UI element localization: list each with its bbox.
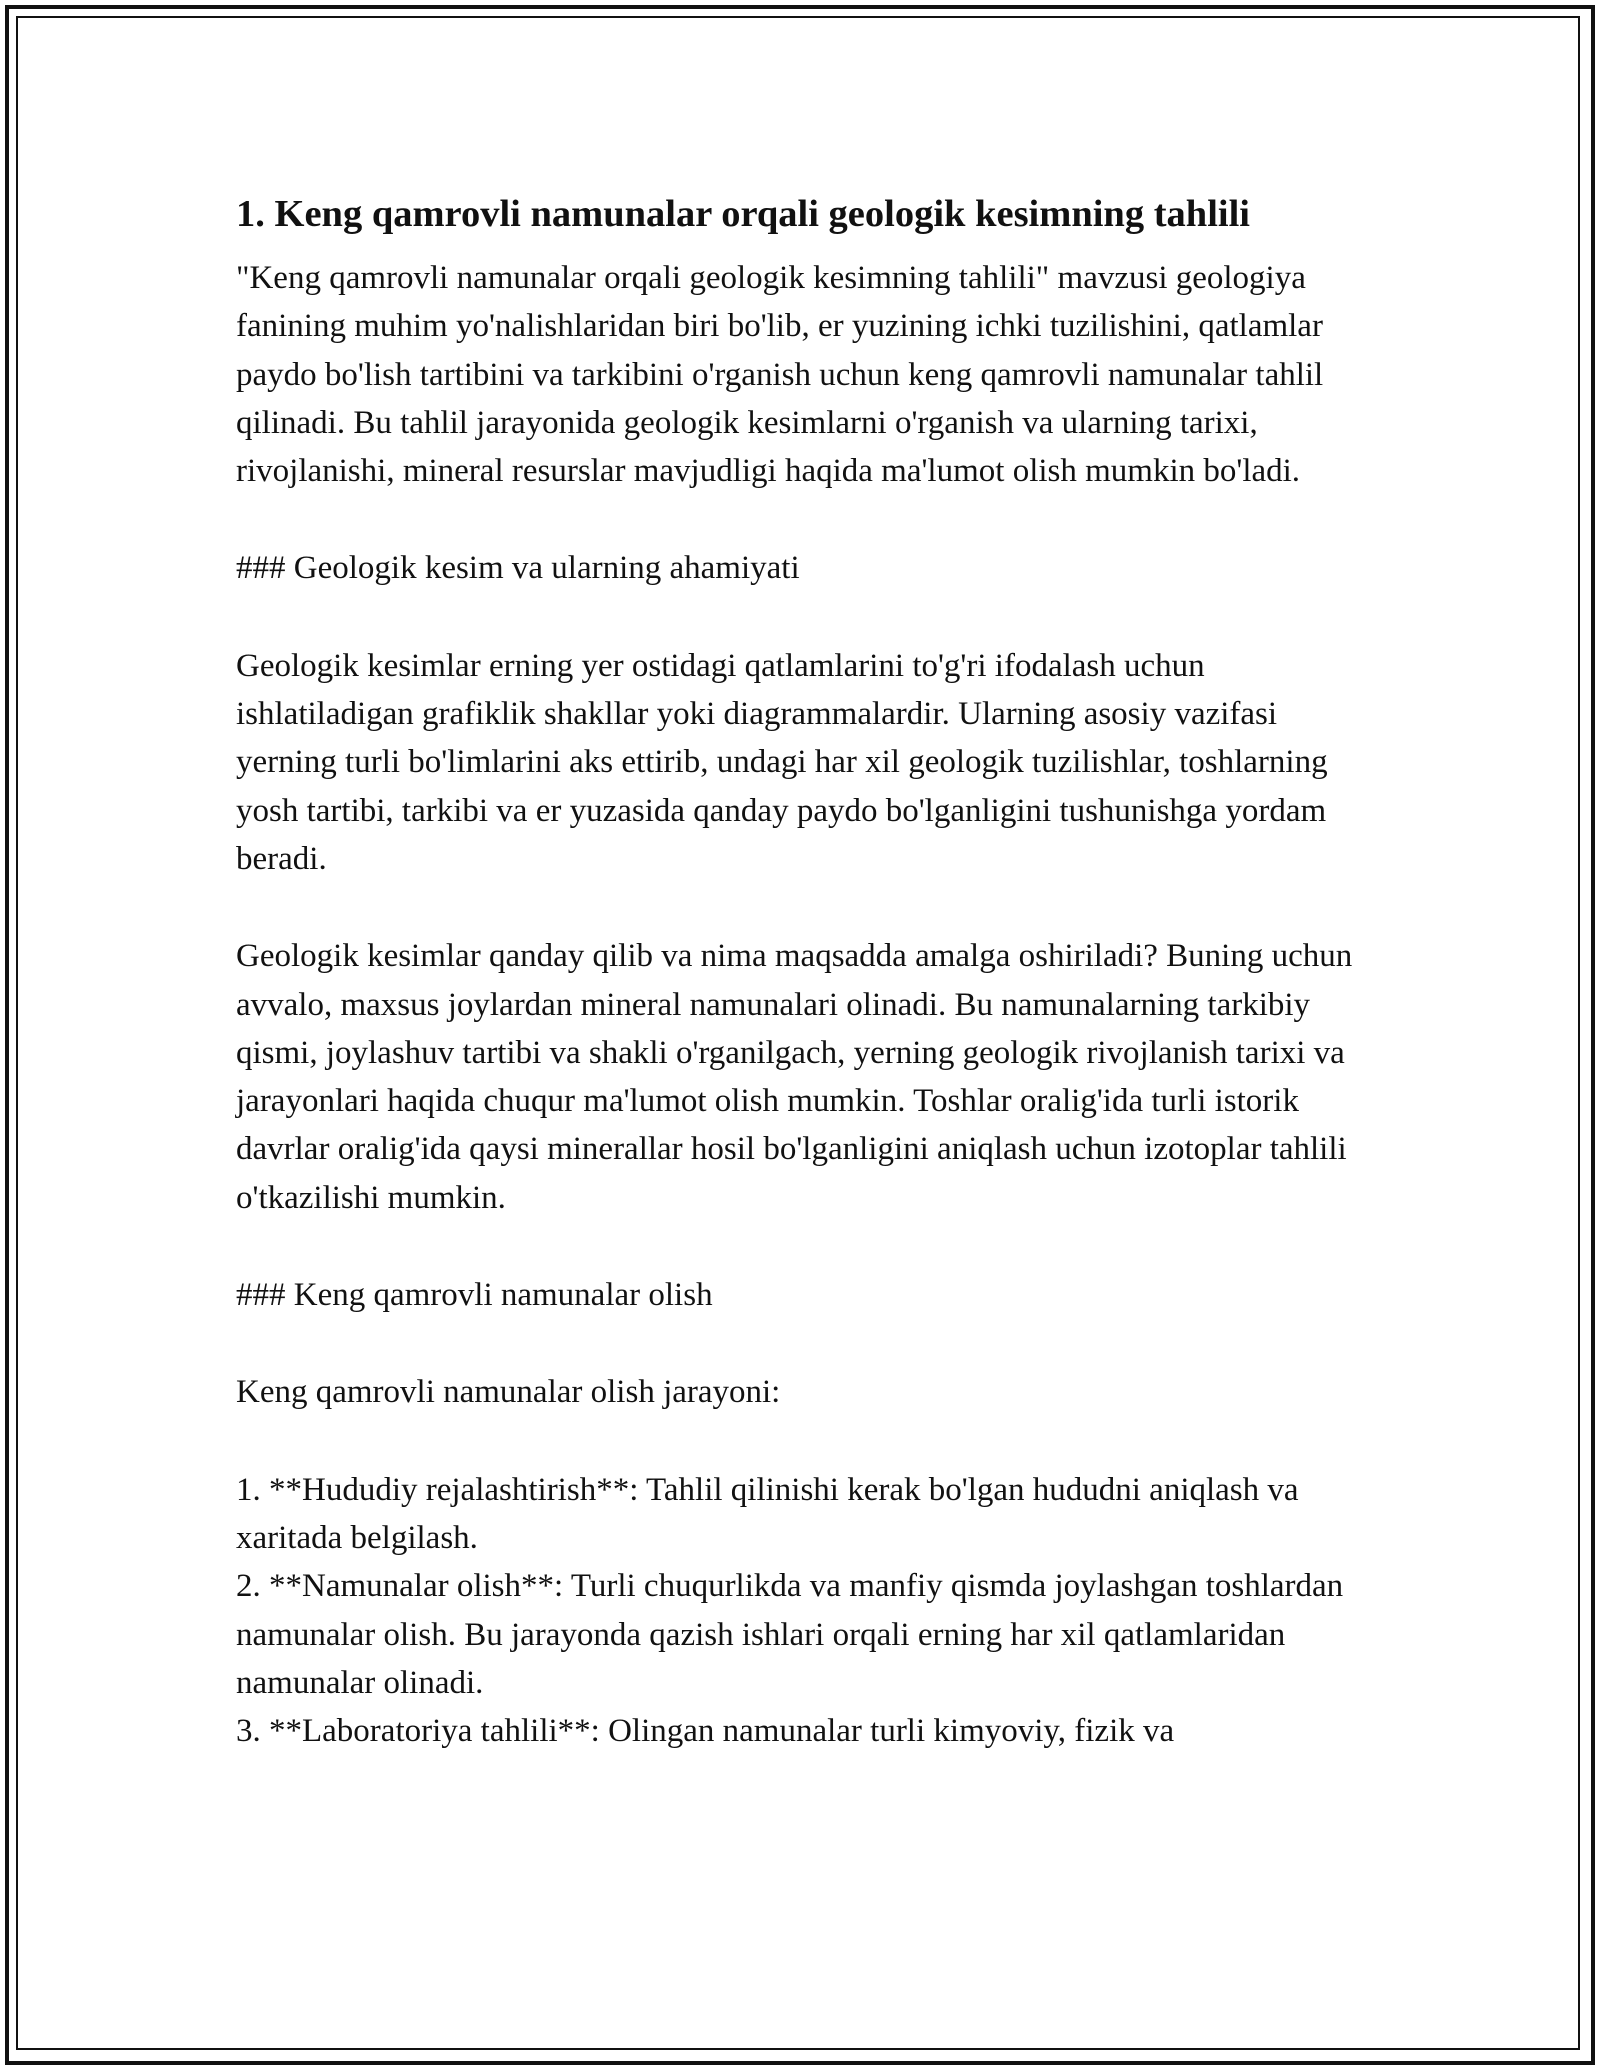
list-item: 1. **Hududiy rejalashtirish**: Tahlil qilinishi kerak bo'lgan hududni aniqlash va xaritada belgilash. <box>236 1471 1299 1556</box>
paragraph-namunalar-jarayoni: Keng qamrovli namunalar olish jarayoni: <box>236 1374 781 1411</box>
section-heading-geologik-kesim: ### Geologik kesim va ularning ahamiyati <box>236 550 800 587</box>
intro-paragraph: "Keng qamrovli namunalar orqali geologik kesimning tahlili" mavzusi geologiya fanining muhim yo'nalishlaridan biri bo'lib, er yuzining ichki tuzilishini, qatlamlar paydo bo'lish tartibini va tarkibini o'rganish uchun keng qamrovli namunalar tahlil qilinadi. Bu tahlil jarayonida geologik kesimlarni o'rganish va ularning tarixi, rivojlanishi, mineral resurslar mavjudligi haqida ma'lumot olish mumkin bo'ladi. <box>236 260 1324 490</box>
paragraph-geologik-kesimlar: Geologik kesimlar erning yer ostidagi qatlamlarini to'g'ri ifodalash uchun ishlatiladigan grafiklik shakllar yoki diagrammalardir. Ularning asosiy vazifasi yerning turli bo'limlarini aks ettirib, undagi har xil geologik tuzilishlar, toshlarning yosh tartibi, tarkibi va er yuzasida qanday paydo bo'lganligini tushunishga yordam beradi. <box>236 647 1328 877</box>
list-item: 2. **Namunalar olish**: Turli chuqurlikda va manfiy qismda joylashgan toshlardan namunalar olish. Bu jarayonda qazish ishlari orqali erning har xil qatlamlaridan namunalar olinadi. <box>236 1568 1344 1701</box>
document-title: 1. Keng qamrovli namunalar orqali geologik kesimning tahlili <box>236 193 1250 235</box>
paragraph-kesimlar-maqsadi: Geologik kesimlar qanday qilib va nima maqsadda amalga oshiriladi? Buning uchun avvalo, maxsus joylardan mineral namunalari olinadi. Bu namunalarning tarkibiy qismi, joylashuv tartibi va shakli o'rganilgach, yerning geologik rivojlanish tarixi va jarayonlari haqida chuqur ma'lumot olish mumkin. Toshlar oralig'ida turli istorik davrlar oralig'ida qaysi minerallar hosil bo'lganligini aniqlash uchun izotoplar tahlili o'tkazilishi mumkin. <box>236 938 1353 1216</box>
document-body <box>236 188 1376 1755</box>
list-item: 3. **Laboratoriya tahlili**: Olingan namunalar turli kimyoviy, fizik va <box>236 1713 1175 1750</box>
section-heading-namunalar-olish: ### Keng qamrovli namunalar olish <box>236 1277 713 1314</box>
